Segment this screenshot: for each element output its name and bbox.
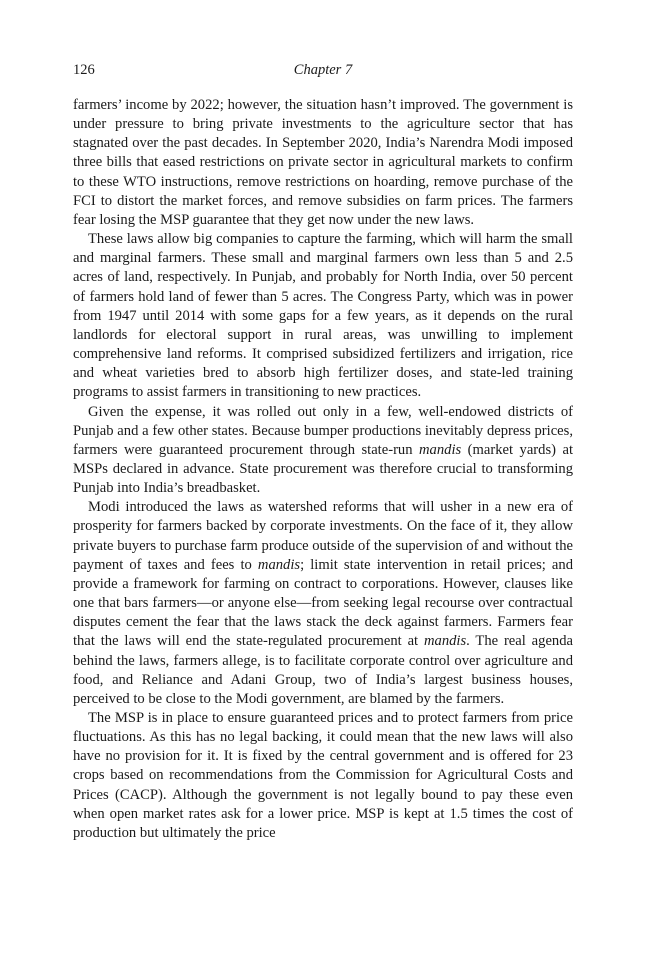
text-run: These laws allow big companies to capture the farming, which will harm the small and marginal farmers. These small and marginal farmers own less than 5 and 2.5 acres of land, respectively. In Punjab, and probably for North India, over 50 percent of farmers hold land of fewer than 5 acres. The Congress Party, which was in power from 1947 until 2014 with some gaps for a few years, as it depends on the rural landlords for electoral support in rural areas, was unwilling to implement comprehensive land reforms. It comprised subsidized fertilizers and irrigation, rice and wheat varieties bred to absorb high fertilizer doses, and state-led training programs to assist farmers in transitioning to new practices. [73,231,573,401]
italic-term: mandis [423,633,467,650]
page-header [73,62,573,86]
italic-term: mandis [257,556,301,573]
text-run: ; limit state intervention in retail prices; and provide a framework for farming on contract to corporations. However, clauses like one that bars farmers—or anyone else—from seeking legal recourse over contractual disputes cement the fear that the laws stack the deck against farmers. Farmers fear that the laws will end the state-regulated procurement at [73,556,573,650]
text-run: Given the expense, it was rolled out only in a few, well-endowed districts of Punjab and a few other states. Because bumper productions inevitably depress prices, farmers were guaranteed procurement through state-run [73,403,573,458]
paragraph [73,230,573,402]
body-text [73,96,573,843]
text-run: (market yards) at MSPs declared in advance. State procurement was therefore crucial to transforming Punjab into India’s breadbasket. [73,441,574,497]
paragraph [73,403,573,499]
text-run: Modi introduced the laws as watershed reforms that will usher in a new era of prosperity for farmers backed by corporate investments. On the face of it, they allow private buyers to purchase farm produce outside of the supervision of and without the payment of taxes and fees to [73,499,573,573]
paragraph [73,498,573,709]
running-head: Chapter 7 [293,62,353,78]
text-run: . The real agenda behind the laws, farmers allege, is to facilitate corporate control over agriculture and food, and Reliance and Adani Group, two of India’s largest business houses, perceived to be close to the Modi government, are blamed by the farmers. [73,633,573,707]
paragraph [73,96,573,230]
paragraph [73,709,573,843]
text-run: farmers’ income by 2022; however, the situation hasn’t improved. The government is under pressure to bring private investments to the agriculture sector that has stagnated over the past decades. In September 2020, India’s Narendra Modi imposed three bills that eased restrictions on private sector in agricultural markets to confirm to these WTO instructions, remove restrictions on hoarding, remove purchase of the FCI to distort the market forces, and remove subsidies on farm prices. The farmers fear losing the MSP guarantee that they get now under the new laws. [73,97,573,228]
italic-term: mandis [419,441,462,458]
text-run: The MSP is in place to ensure guaranteed prices and to protect farmers from price fluctuations. As this has no legal backing, it could mean that the new laws will also have no provision for it. It is fixed by the central government and is offered for 23 crops based on recommendations from the Commission for Agricultural Costs and Prices (CACP). Although the government is not legally bound to pay these even when open market rates ask for a lower price. MSP is kept at 1.5 times the cost of production but ultimately the price [73,710,573,841]
page-number: 126 [73,62,95,78]
